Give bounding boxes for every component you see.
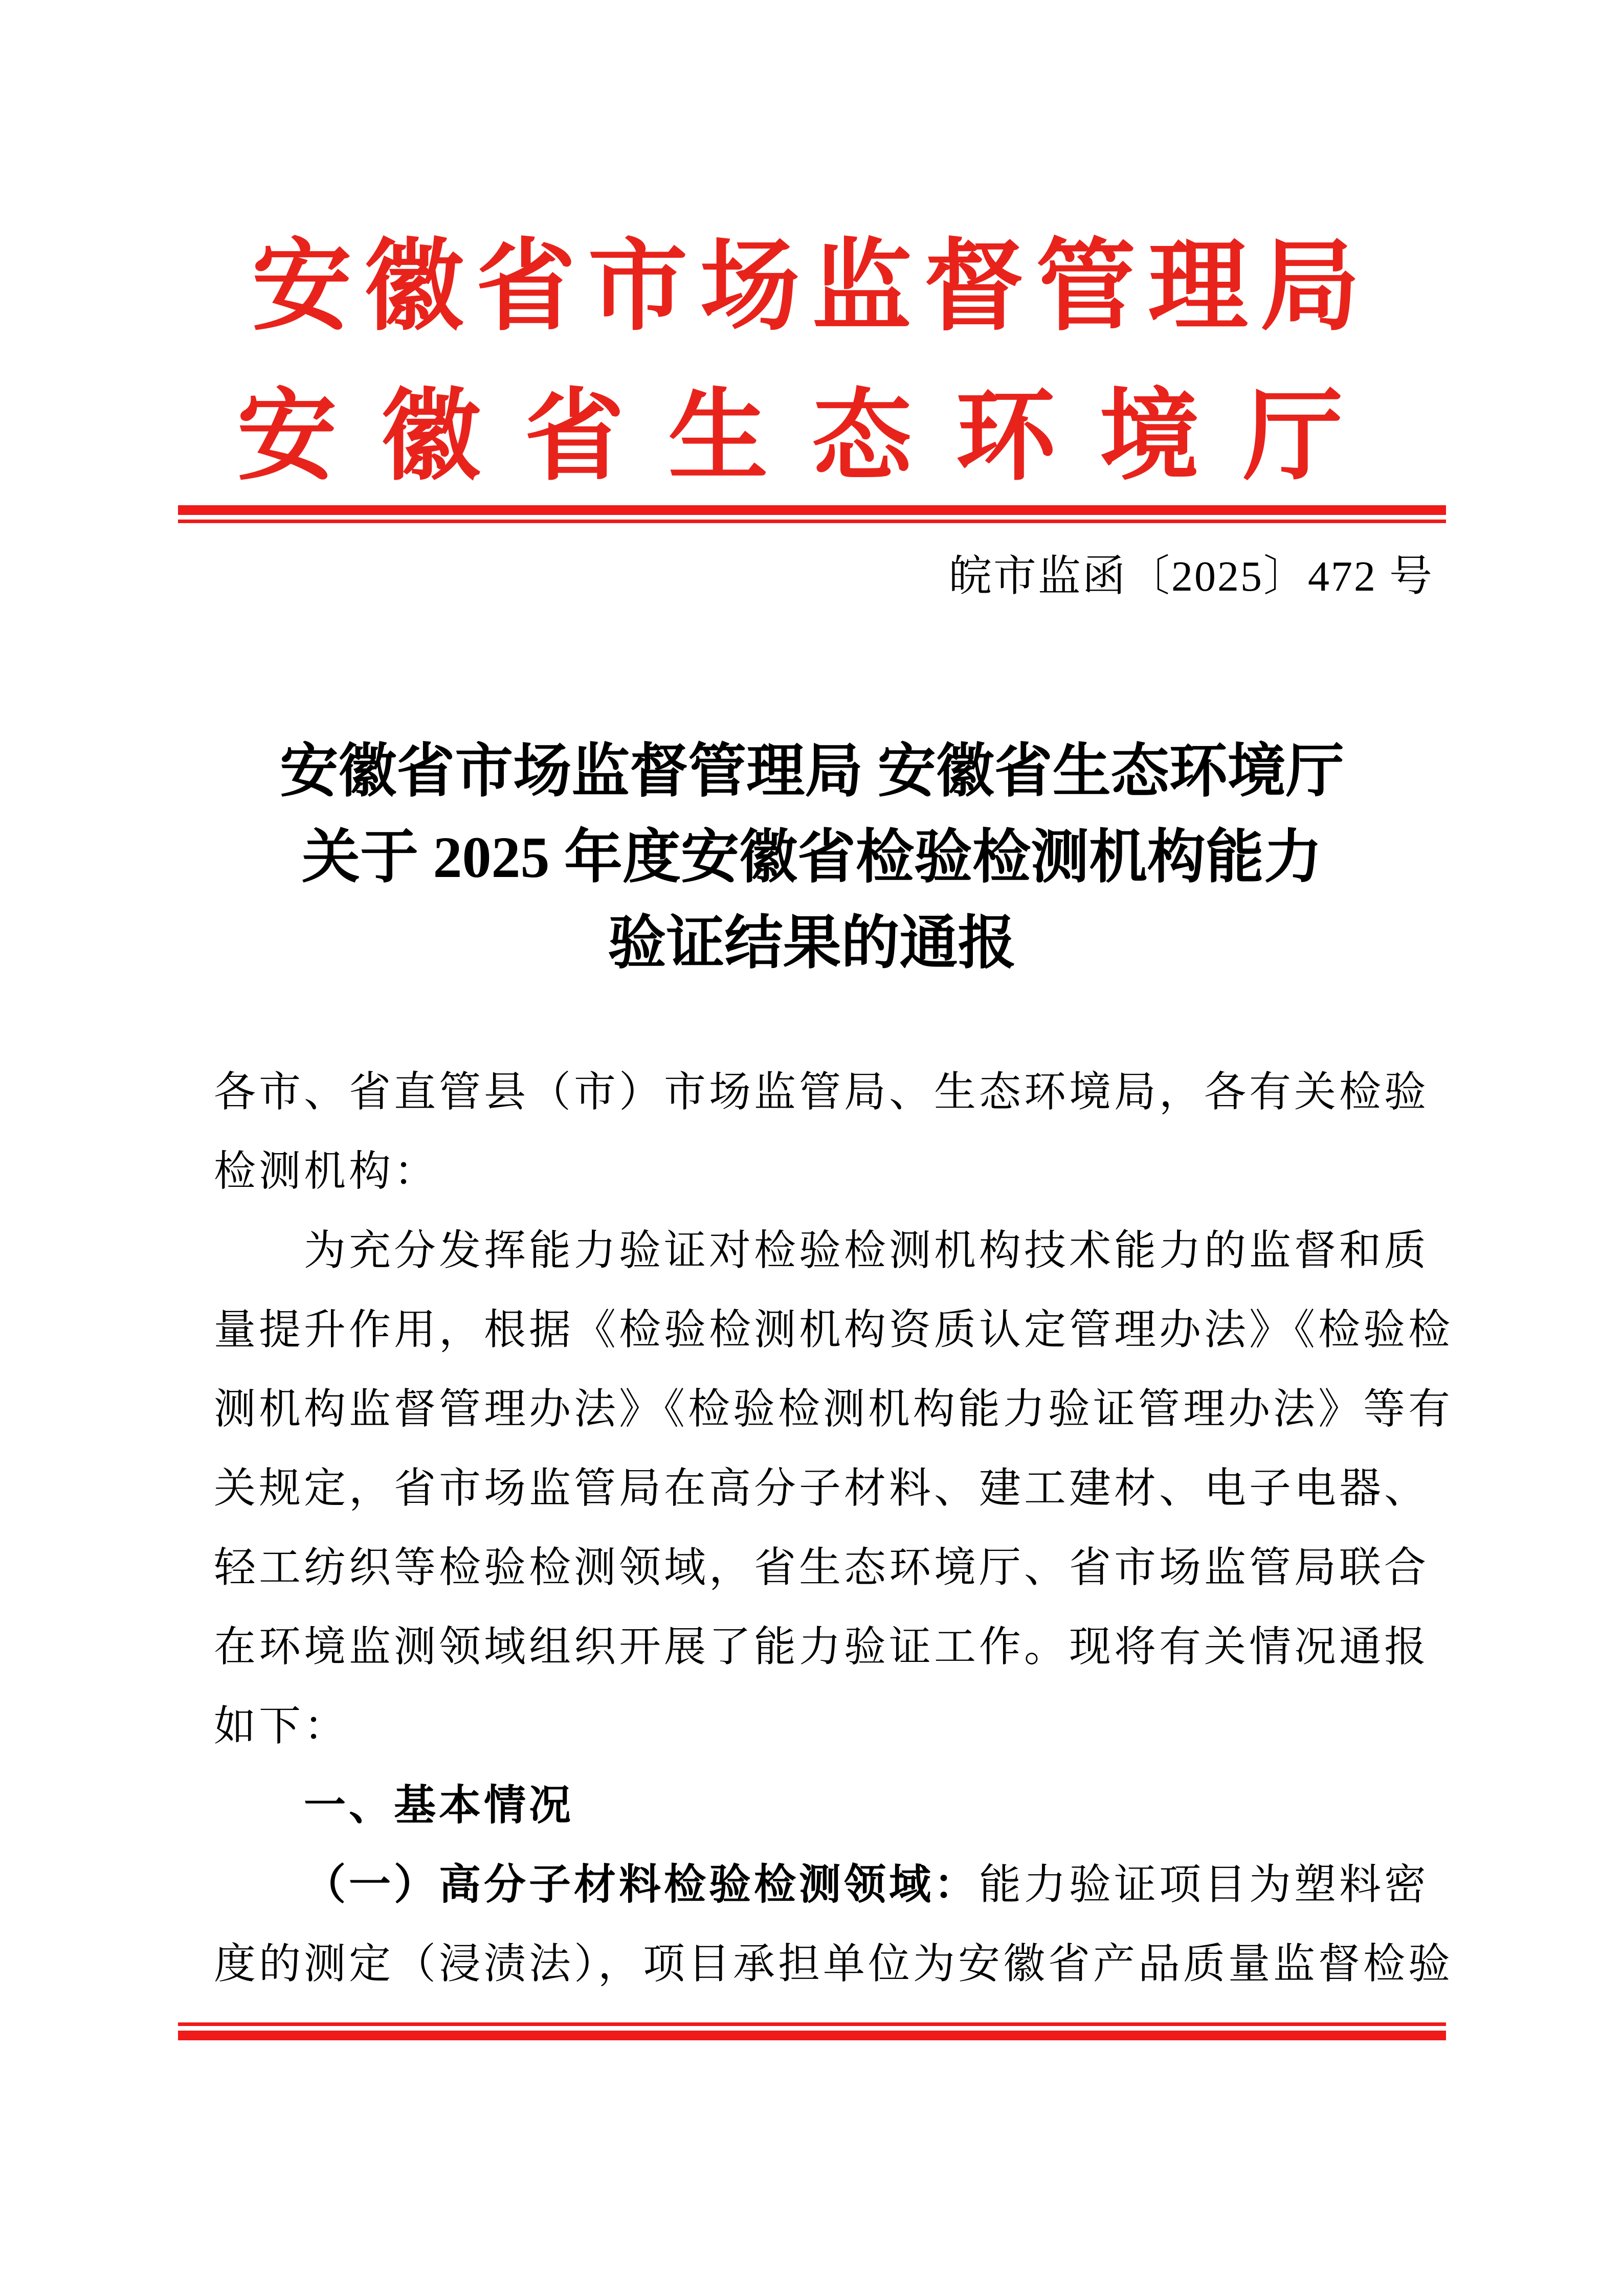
footer-rule-thin [178,2022,1446,2026]
footer-rule-thick [178,2031,1446,2040]
document-number: 皖市监函〔2025〕472 号 [948,553,1434,600]
title-line-2: 关于 2025 年度安徽省检验检测机构能力 [301,825,1322,890]
body-line: 测机构监督管理办法》《检验检测机构能力验证管理办法》等有 [214,1386,1454,1432]
body-line: 在环境监测领域组织开展了能力验证工作。现将有关情况通报 [214,1624,1430,1670]
title-line-3: 验证结果的通报 [608,911,1016,976]
header-rule-thin [178,520,1446,523]
body-line: 为充分发挥能力验证对检验检测机构技术能力的监督和质 [304,1227,1430,1274]
body-line: 各市、省直管县（市）市场监管局、生态环境局，各有关检验 [214,1069,1430,1115]
section-heading: 一、基本情况 [304,1782,574,1829]
subsection-label: （一）高分子材料检验检测领域： [304,1861,980,1908]
title-line-1: 安徽省市场监督管理局 安徽省生态环境厅 [280,739,1344,804]
body-line: 轻工纺织等检验检测领域，省生态环境厅、省市场监管局联合 [214,1544,1430,1591]
body-line: 度的测定（浸渍法），项目承担单位为安徽省产品质量监督检验 [214,1941,1454,1987]
body-line [214,1845,1462,1924]
body-line: 检测机构： [214,1148,439,1195]
header-rule-thick [178,505,1446,515]
letterhead-agency-line2: 安徽省生态环境厅 [237,382,1387,492]
subsection-text: 能力验证项目为塑料密 [979,1861,1430,1908]
body-line: 量提升作用，根据《检验检测机构资质认定管理办法》《检验检 [214,1307,1454,1353]
letterhead-agency-line1: 安徽省市场监督管理局 [252,232,1372,343]
document-title [0,729,1624,986]
body-line: 如下： [214,1703,349,1749]
document-body [214,1052,1462,2004]
body-line: 关规定，省市场监管局在高分子材料、建工建材、电子电器、 [214,1465,1430,1512]
